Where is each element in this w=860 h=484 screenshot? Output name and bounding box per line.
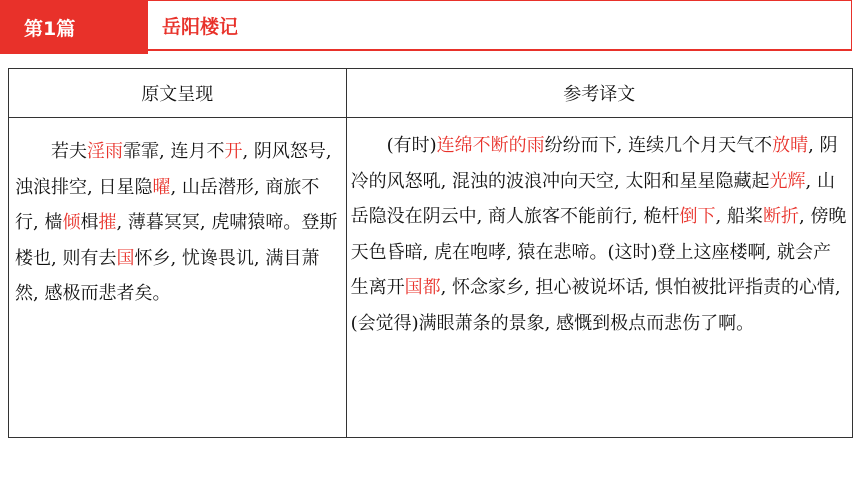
- highlight: 开: [224, 141, 243, 162]
- translation-column-header: 参考译文: [346, 69, 852, 118]
- table-header-row: [9, 69, 853, 118]
- section-tag: 第1篇: [0, 0, 148, 54]
- text-run: 楫: [80, 212, 99, 233]
- highlight: 曜: [152, 176, 171, 198]
- translation-text-cell: [346, 118, 852, 438]
- original-text: [15, 134, 340, 312]
- table-row: [9, 118, 853, 438]
- highlight: 倒下: [679, 206, 716, 227]
- highlight: 放晴: [772, 135, 809, 156]
- translation-text: [351, 128, 848, 341]
- text-run: , 傍晚天色昏暗, 虎在咆哮, 猿在悲啼。(这时)登上这座楼啊, 就会产生离开: [350, 206, 847, 298]
- page-title: 岳阳楼记: [148, 0, 852, 51]
- text-run: (有时): [386, 135, 437, 156]
- original-text-cell: [9, 118, 347, 438]
- text-run: 纷纷而下, 连续几个月天气不: [544, 135, 773, 156]
- comparison-table: [8, 68, 853, 438]
- text-run: , 山岳隐没在阴云中, 商人旅客不能前行, 桅杆: [350, 170, 835, 227]
- text-run: , 山岳潜形, 商旅不行, 樯: [15, 176, 320, 233]
- text-run: 怀乡, 忧谗畏讥, 满目萧然, 感极而悲者矣。: [15, 247, 320, 304]
- text-run: 霏霏, 连月不: [123, 141, 225, 162]
- text-run: 若夫: [51, 141, 87, 162]
- page-header: [0, 0, 860, 54]
- highlight: 国都: [404, 277, 441, 298]
- original-column-header: 原文呈现: [9, 69, 347, 118]
- highlight: 连绵不断的雨: [436, 135, 545, 156]
- text-run: , 薄暮冥冥, 虎啸猿啼。登斯楼也, 则有去: [15, 212, 338, 269]
- highlight: 光辉: [769, 170, 806, 192]
- highlight: 摧: [98, 212, 117, 233]
- highlight: 倾: [62, 212, 81, 233]
- text-run: , 怀念家乡, 担心被说坏话, 惧怕被批评指责的心情, (会觉得)满眼萧条的景象, 感慨到极点而悲伤了啊。: [350, 277, 841, 334]
- highlight: 断折: [762, 206, 799, 227]
- highlight: 淫雨: [87, 141, 123, 162]
- text-run: , 阴风怒号, 浊浪排空, 日星隐: [15, 141, 332, 198]
- text-run: , 船桨: [715, 206, 763, 227]
- text-run: , 阴冷的风怒吼, 混浊的波浪冲向天空, 太阳和星星隐藏起: [350, 135, 838, 192]
- highlight: 国: [116, 247, 135, 269]
